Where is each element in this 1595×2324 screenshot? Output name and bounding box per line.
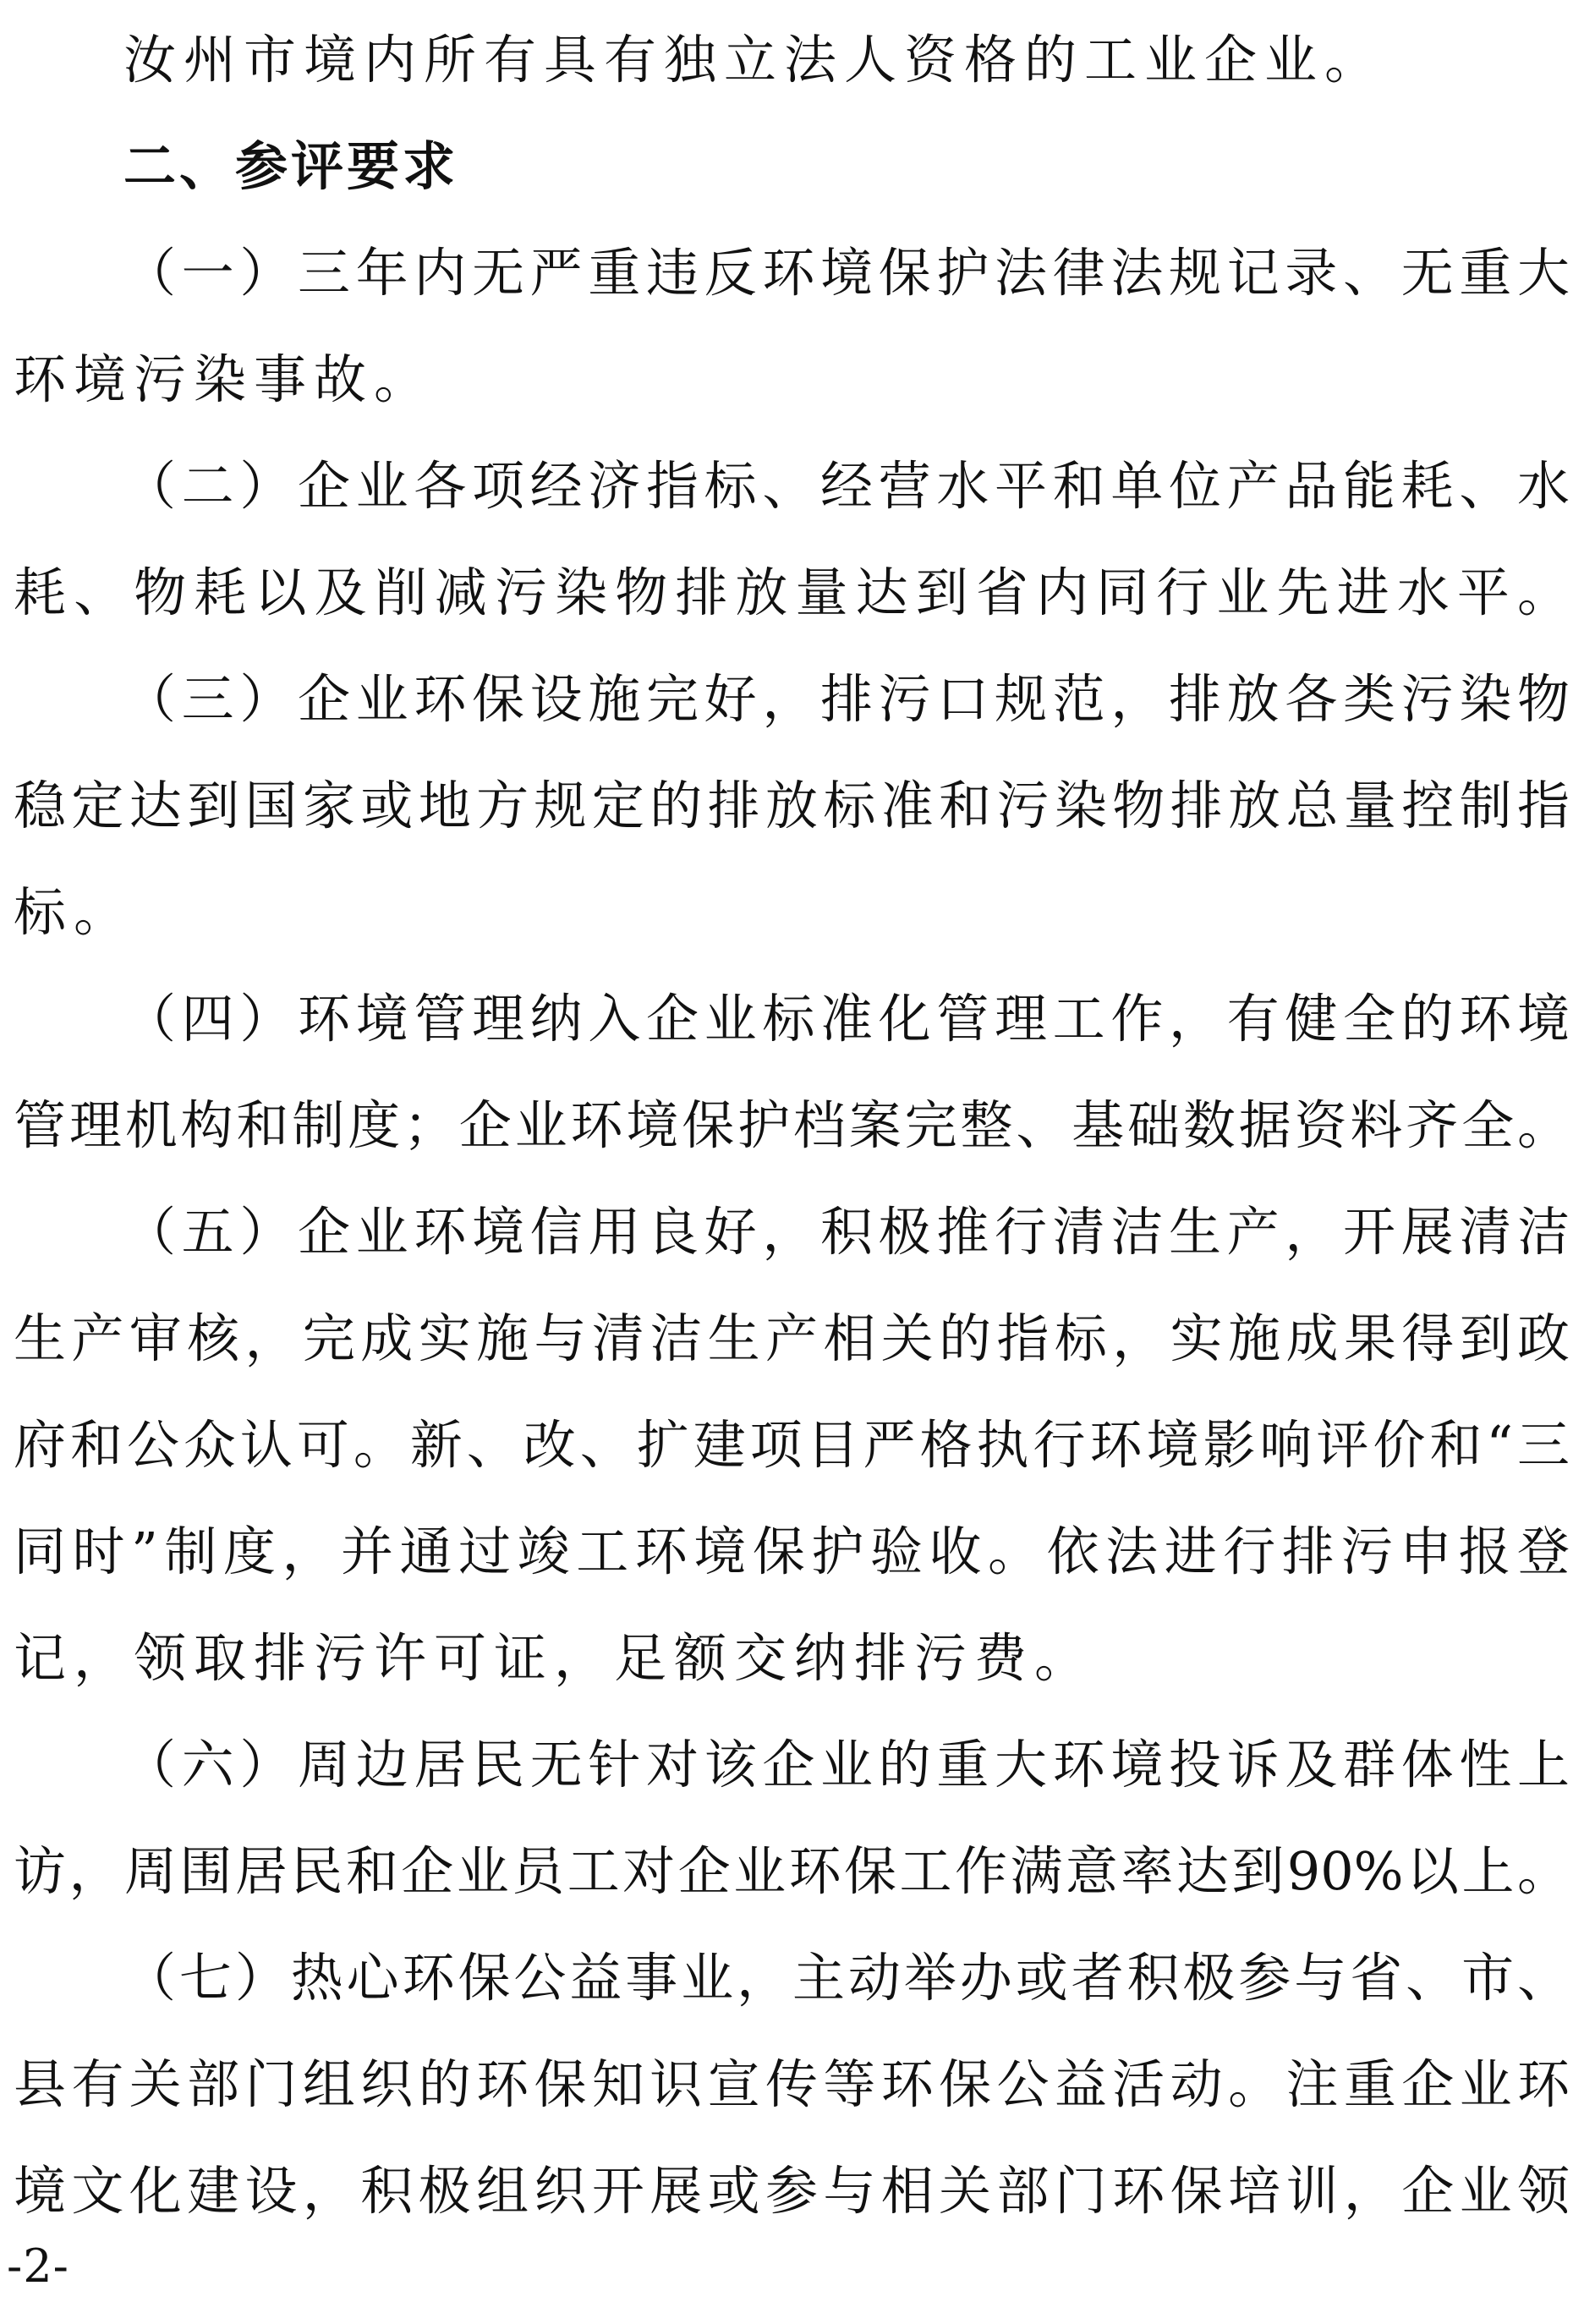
text-line-6: 耗、物耗以及削减污染物排放量达到省内同行业先进水平。 bbox=[14, 562, 1570, 623]
text-line-3: （一）三年内无严重违反环境保护法律法规记录、无重大 bbox=[123, 242, 1570, 304]
text-line-10: （四）环境管理纳入企业标准化管理工作，有健全的环境 bbox=[123, 988, 1570, 1050]
text-line-15: 同时”制度，并通过竣工环境保护验收。依法进行排污申报登 bbox=[14, 1521, 1570, 1582]
text-line-12: （五）企业环境信用良好，积极推行清洁生产，开展清洁 bbox=[123, 1201, 1570, 1263]
text-line-17: （六）周边居民无针对该企业的重大环境投诉及群体性上 bbox=[123, 1734, 1570, 1795]
text-line-20: 县有关部门组织的环保知识宣传等环保公益活动。注重企业环 bbox=[14, 2053, 1570, 2115]
text-line-1: 汝州市境内所有具有独立法人资格的工业企业。 bbox=[123, 29, 1385, 90]
text-line-19: （七）热心环保公益事业，主动举办或者积极参与省、市、 bbox=[123, 1947, 1570, 2009]
text-line-16: 记，领取排污许可证，足额交纳排污费。 bbox=[14, 1627, 1095, 1689]
page-number: -2- bbox=[7, 2239, 69, 2293]
section-heading-requirements: 二、参评要求 bbox=[123, 135, 459, 197]
text-line-9: 标。 bbox=[14, 881, 134, 943]
text-line-4: 环境污染事故。 bbox=[14, 348, 435, 410]
text-line-7: （三）企业环保设施完好，排污口规范，排放各类污染物 bbox=[123, 668, 1570, 730]
text-line-8: 稳定达到国家或地方规定的排放标准和污染物排放总量控制指 bbox=[14, 775, 1570, 836]
text-line-18: 访，周围居民和企业员工对企业环保工作满意率达到90%以上。 bbox=[14, 1840, 1570, 1902]
text-line-21: 境文化建设，积极组织开展或参与相关部门环保培训，企业领 bbox=[14, 2160, 1570, 2222]
text-line-11: 管理机构和制度；企业环境保护档案完整、基础数据资料齐全。 bbox=[14, 1094, 1570, 1156]
text-line-13: 生产审核，完成实施与清洁生产相关的指标，实施成果得到政 bbox=[14, 1307, 1570, 1369]
text-line-14: 府和公众认可。新、改、扩建项目严格执行环境影响评价和“三 bbox=[14, 1414, 1570, 1476]
document-body bbox=[14, 7, 1570, 2245]
text-line-5: （二）企业各项经济指标、经营水平和单位产品能耗、水 bbox=[123, 455, 1570, 517]
